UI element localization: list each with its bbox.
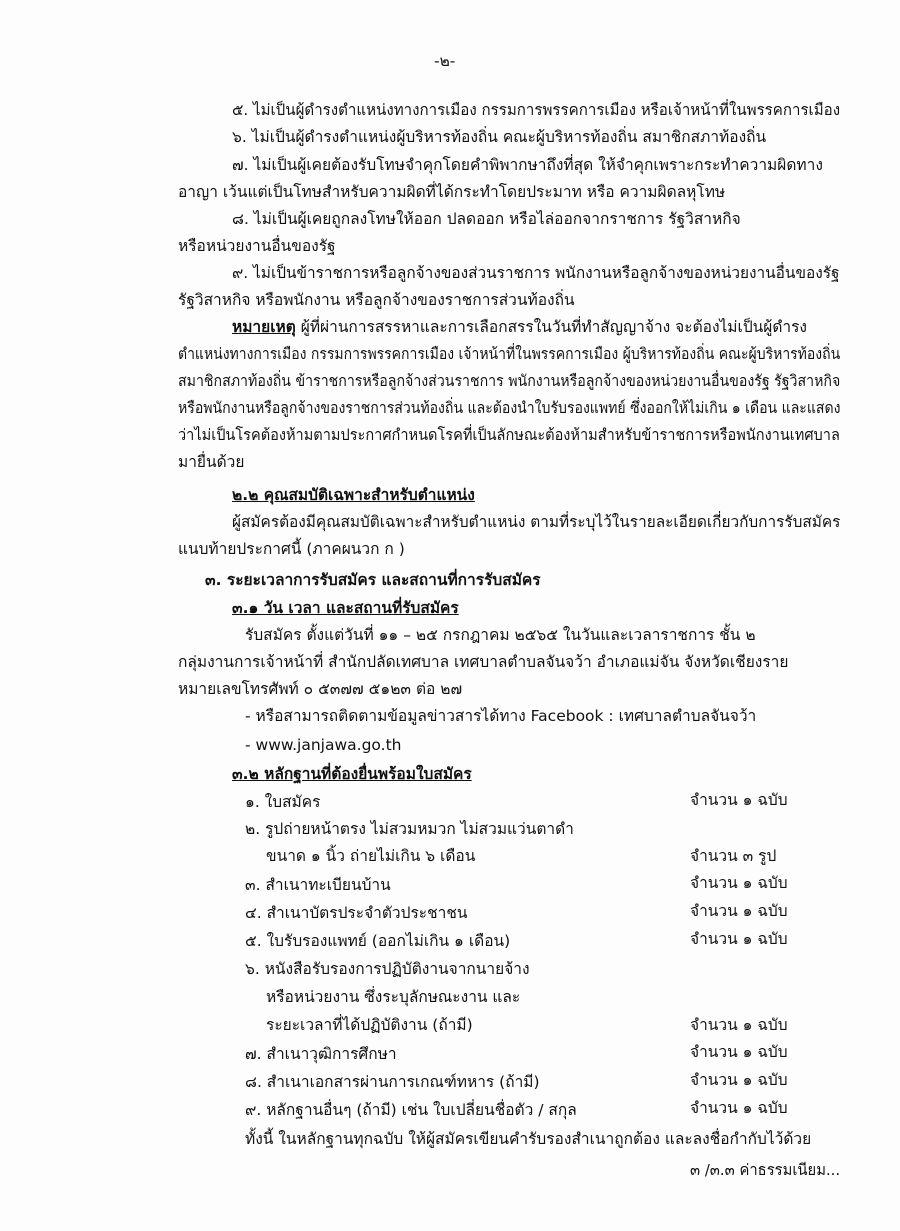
doc-4-qty: จำนวน ๑ ฉบับ <box>690 902 788 920</box>
doc-6-line2: หรือหน่วยงาน ซึ่งระบุลักษณะงาน และ <box>266 988 521 1006</box>
doc-2-qty: จำนวน ๓ รูป <box>690 847 777 865</box>
doc-5: ๕. ใบรับรองแพทย์ (ออกไม่เกิน ๑ เดือน) <box>245 932 511 950</box>
doc-2-line1: ๒. รูปถ่ายหน้าตรง ไม่สวมหมวก ไม่สวมแว่นตาดำ <box>245 820 574 838</box>
doc-7-qty: จำนวน ๑ ฉบับ <box>690 1043 788 1061</box>
website-link[interactable]: - www.janjawa.go.th <box>245 736 402 754</box>
doc-6-line1: ๖. หนังสือรับรองการปฏิบัติงานจากนายจ้าง <box>245 960 530 978</box>
page-number: -๒- <box>434 52 456 70</box>
doc-6-line3: ระยะเวลาที่ได้ปฏิบัติงาน (ถ้ามี) <box>266 1016 473 1034</box>
closing-note: ทั้งนี้ ในหลักฐานทุกฉบับ ให้ผู้สมัครเขียนคำรับรองสำเนาถูกต้อง และลงชื่อกำกับไว้ด้วย <box>245 1130 812 1148</box>
note-line4: หรือพนักงานหรือลูกจ้างของราชการส่วนท้องถิ่น และต้องนำใบรับรองแพทย์ ซึ่งออกให้ไม่เกิน ๑ เดือน และแสดง <box>178 399 841 417</box>
doc-8: ๘. สำเนาเอกสารผ่านการเกณฑ์ทหาร (ถ้ามี) <box>245 1073 540 1091</box>
qualification-9-line2: รัฐวิสาหกิจ หรือพนักงาน หรือลูกจ้างของราชการส่วนท้องถิ่น <box>178 291 575 309</box>
note-label: หมายเหตุ <box>232 318 296 336</box>
section-2-2-line2: แนบท้ายประกาศนี้ (ภาคผนวก ก ) <box>178 540 405 558</box>
note-line3: สมาชิกสภาท้องถิ่น ข้าราชการหรือลูกจ้างส่วนราชการ พนักงานหรือลูกจ้างของหน่วยงานอื่นของรัฐ รัฐวิสาหกิจ <box>178 372 841 390</box>
qualification-9-line1: ๙. ไม่เป็นข้าราชการหรือลูกจ้างของส่วนราชการ พนักงานหรือลูกจ้างของหน่วยงานอื่นของรัฐ <box>232 264 840 282</box>
qualification-6: ๖. ไม่เป็นผู้ดำรงตำแหน่งผู้บริหารท้องถิ่น คณะผู้บริหารท้องถิ่น สมาชิกสภาท้องถิ่น <box>232 128 767 146</box>
doc-3-qty: จำนวน ๑ ฉบับ <box>690 874 788 892</box>
note-text: ผู้ที่ผ่านการสรรหาและการเลือกสรรในวันที่ทำสัญญาจ้าง จะต้องไม่เป็นผู้ดำรง <box>300 318 808 336</box>
doc-6-qty: จำนวน ๑ ฉบับ <box>690 1016 788 1034</box>
qualification-5: ๕. ไม่เป็นผู้ดำรงตำแหน่งทางการเมือง กรรมการพรรคการเมือง หรือเจ้าหน้าที่ในพรรคการเมือง <box>232 101 841 119</box>
note-line6: มายื่นด้วย <box>178 453 245 471</box>
qualification-7-line2: อาญา เว้นแต่เป็นโทษสำหรับความผิดที่ได้กระทำโดยประมาท หรือ ความผิดลหุโทษ <box>178 183 726 201</box>
section-3-1-line2: กลุ่มงานการเจ้าหน้าที่ สำนักปลัดเทศบาล เทศบาลตำบลจันจว้า อำเภอแม่จัน จังหวัดเชียงราย <box>178 653 789 671</box>
doc-2-line2: ขนาด ๑ นิ้ว ถ่ายไม่เกิน ๖ เดือน <box>266 847 476 865</box>
doc-1: ๑. ใบสมัคร <box>245 793 321 811</box>
section-2-2-line1: ผู้สมัครต้องมีคุณสมบัติเฉพาะสำหรับตำแหน่ง ตามที่ระบุไว้ในรายละเอียดเกี่ยวกับการรับสมัคร <box>232 513 841 531</box>
doc-4: ๔. สำเนาบัตรประจำตัวประชาชน <box>245 904 468 922</box>
doc-7: ๗. สำเนาวุฒิการศึกษา <box>245 1045 397 1063</box>
section-3-1-line3: หมายเลขโทรศัพท์ ๐ ๕๓๗๗ ๕๑๒๓ ต่อ ๒๗ <box>178 680 463 698</box>
section-3-1-line1: รับสมัคร ตั้งแต่วันที่ ๑๑ – ๒๕ กรกฎาคม ๒๕๖๕ ในวันและเวลาราชการ ชั้น ๒ <box>245 626 756 644</box>
section-3-2-heading: ๓.๒ หลักฐานที่ต้องยื่นพร้อมใบสมัคร <box>232 765 472 783</box>
qualification-8-line2: หรือหน่วยงานอื่นของรัฐ <box>178 237 336 255</box>
doc-8-qty: จำนวน ๑ ฉบับ <box>690 1071 788 1089</box>
qualification-8-line1: ๘. ไม่เป็นผู้เคยถูกลงโทษให้ออก ปลดออก หรือไล่ออกจากราชการ รัฐวิสาหกิจ <box>232 210 741 228</box>
doc-3: ๓. สำเนาทะเบียนบ้าน <box>245 876 391 894</box>
qualification-7-line1: ๗. ไม่เป็นผู้เคยต้องรับโทษจำคุกโดยคำพิพากษาถึงที่สุด ให้จำคุกเพราะกระทำความผิดทาง <box>232 156 823 174</box>
note-line5: ว่าไม่เป็นโรคต้องห้ามตามประกาศกำหนดโรคที่เป็นลักษณะต้องห้ามสำหรับข้าราชการหรือพนักงานเทศบาล <box>178 426 840 444</box>
note-line1 <box>232 316 807 338</box>
section-2-2-heading: ๒.๒ คุณสมบัติเฉพาะสำหรับตำแหน่ง <box>232 486 475 504</box>
section-3-1-heading: ๓.๑ วัน เวลา และสถานที่รับสมัคร <box>232 599 459 617</box>
section-3-heading: ๓. ระยะเวลาการรับสมัคร และสถานที่การรับสมัคร <box>205 571 541 589</box>
doc-5-qty: จำนวน ๑ ฉบับ <box>690 930 788 948</box>
facebook-line: - หรือสามารถติดตามข้อมูลข่าวสารได้ทาง Facebook : เทศบาลตำบลจันจว้า <box>245 707 757 725</box>
doc-9-qty: จำนวน ๑ ฉบับ <box>690 1099 788 1117</box>
doc-9: ๙. หลักฐานอื่นๆ (ถ้ามี) เช่น ใบเปลี่ยนชื่อตัว / สกุล <box>245 1101 577 1119</box>
note-line2: ตำแหน่งทางการเมือง กรรมการพรรคการเมือง เจ้าหน้าที่ในพรรคการเมือง ผู้บริหารท้องถิ่น คณะผู้บริหารท้องถิ่น <box>178 345 841 363</box>
doc-1-qty: จำนวน ๑ ฉบับ <box>690 791 788 809</box>
continuation-marker: ๓ /๓.๓ ค่าธรรมเนียม... <box>690 1161 841 1179</box>
